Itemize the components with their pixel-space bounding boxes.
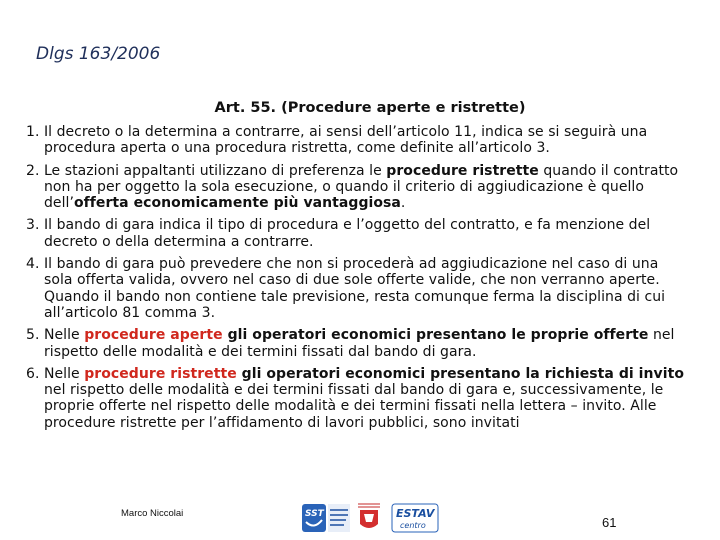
article-title: Art. 55. (Procedure aperte e ristrette)	[214, 100, 526, 116]
paragraph-1	[26, 124, 686, 157]
paragraph-5	[26, 327, 686, 360]
svg-text:centro: centro	[400, 521, 426, 530]
footer-author: Marco Niccolai	[121, 508, 184, 519]
paragraph-segment: procedure aperte	[84, 327, 223, 344]
paragraph-segment: 2. Le stazioni appaltanti utilizzano di preferenza le	[26, 162, 387, 179]
paragraph-segment: 6. Nelle	[26, 365, 85, 382]
paragraph-3	[26, 217, 686, 250]
paragraph-segment: nel rispetto delle modalità e dei termini fissati dal bando di gara e, successivamente, le proprie offerte nel rispetto delle modalità e dei termini fissati nella lettera – invito. Alle procedure ristrette per l’affidamento di lavori pubblici, sono invitati	[44, 382, 664, 431]
paragraph-segment: procedure ristrette	[386, 162, 539, 179]
svg-text:ESTAV: ESTAV	[396, 507, 435, 520]
header-title: Dlgs 163/2006	[36, 44, 161, 64]
paragraph-segment: 3. Il bando di gara indica il tipo di procedura e l’oggetto del contratto, e fa menzione del decreto o della determina a contrarre.	[26, 217, 651, 250]
paragraph-2	[26, 163, 686, 212]
sst-logo-icon	[302, 504, 350, 532]
paragraph-segment: 5. Nelle	[26, 327, 85, 344]
estav-centro-logo-icon	[392, 504, 438, 532]
paragraph-segment: procedure ristrette	[84, 365, 237, 382]
paragraph-6	[26, 366, 686, 431]
paragraph-segment: gli operatori economici presentano le proprie offerte	[222, 327, 649, 344]
paragraph-segment: offerta economicamente più vantaggiosa	[73, 195, 401, 212]
paragraph-segment: nel rispetto delle modalità e dei termini fissati dal bando di gara.	[44, 327, 675, 360]
paragraph-segment: .	[400, 195, 406, 212]
paragraph-4	[26, 256, 686, 321]
paragraph-segment: gli operatori economici presentano la richiesta di invito	[236, 365, 684, 382]
paragraph-segment: 4. Il bando di gara può prevedere che non si procederà ad aggiudicazione nel caso di una sola offerta valida, ovvero nel caso di due sole offerte valide, che non verranno aperte. Quando il bando non contiene tale previsione, resta comunque ferma la disciplina di cui all’articolo 81 comma 3.	[26, 256, 666, 321]
svg-text:SST: SST	[305, 509, 324, 519]
logos-image	[302, 500, 440, 536]
paragraph-segment: 1. Il decreto o la determina a contrarre, ai sensi dell’articolo 11, indica se si seguirà una procedura aperta o una procedura ristretta, come definite all’articolo 3.	[26, 124, 648, 157]
article-body	[26, 124, 686, 437]
regione-toscana-logo-icon	[357, 502, 381, 528]
footer-logos	[302, 500, 440, 536]
paragraph-segment: quando il contratto non ha per oggetto la sola esecuzione, o quando il criterio di aggiudicazione è quello dell’	[44, 162, 679, 212]
page-number: 61	[602, 515, 617, 530]
